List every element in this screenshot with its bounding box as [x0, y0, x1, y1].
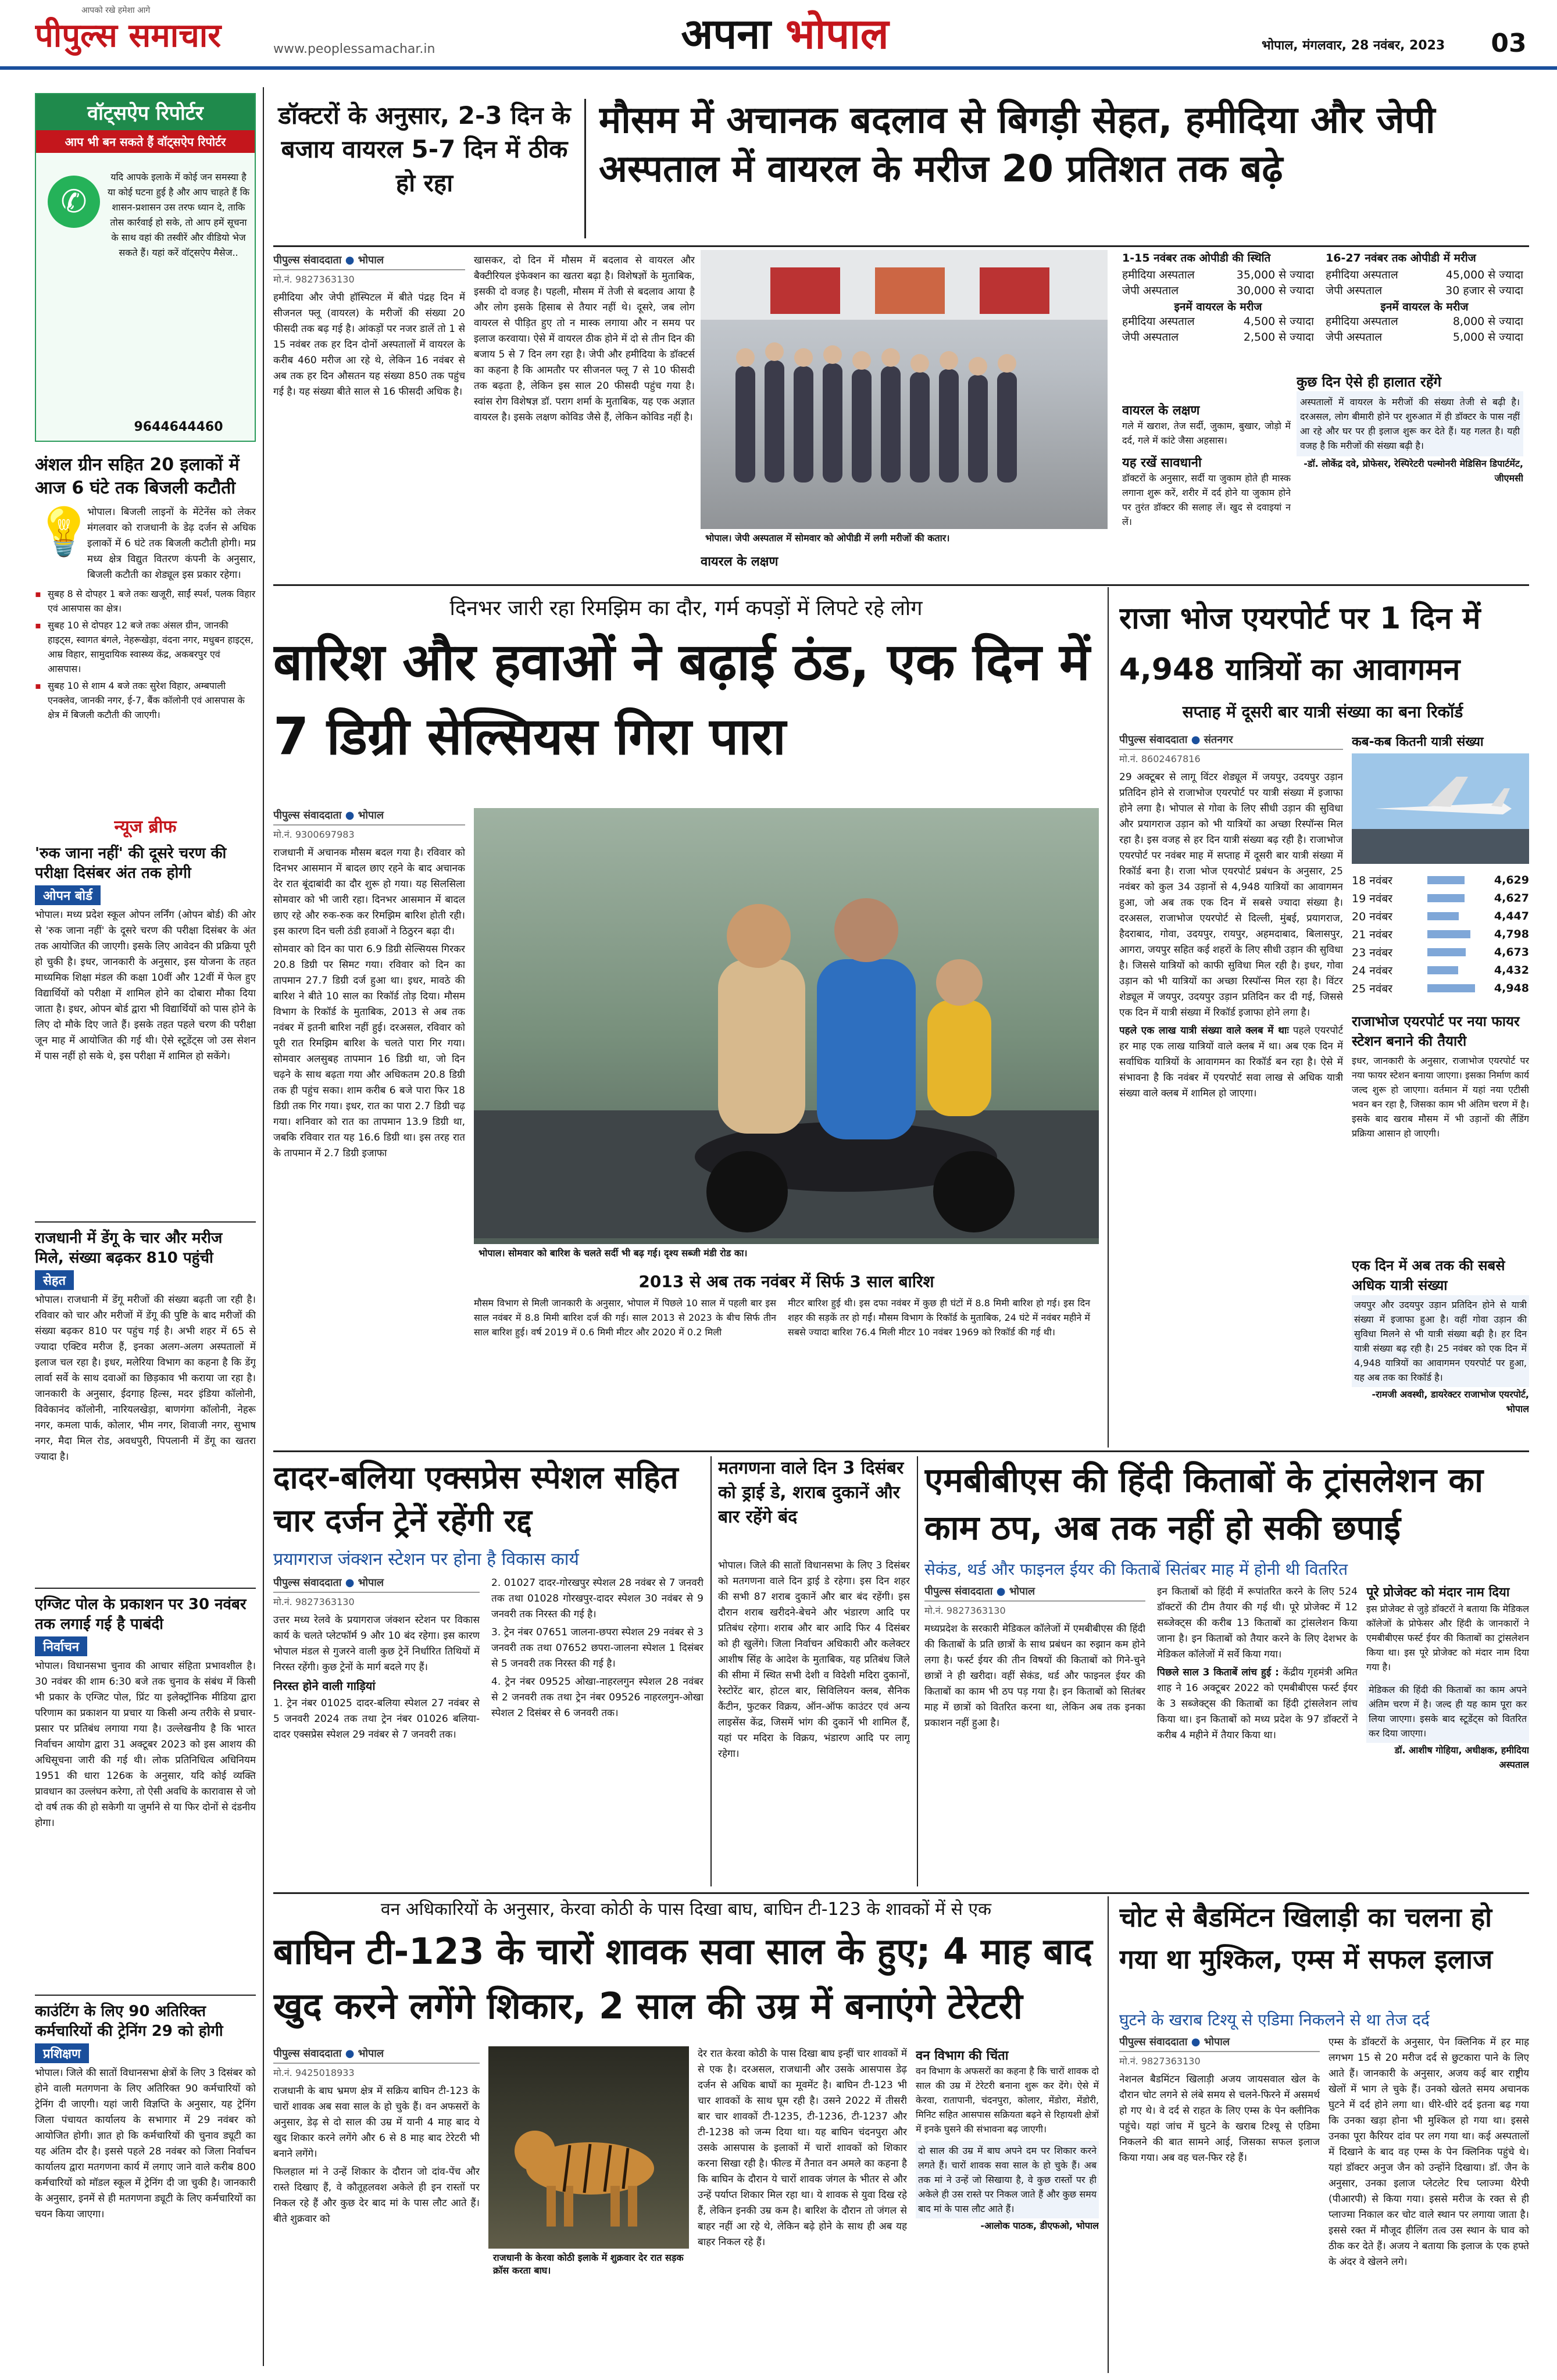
- opd-stats-2: [1326, 250, 1523, 389]
- opd-queue-photo: [701, 250, 1108, 546]
- mbbs-headline: एमबीबीएस की हिंदी किताबों के ट्रांसलेशन का काम ठप, अब तक नहीं हो सकी छपाई: [924, 1460, 1483, 1548]
- chart-category-label: 24 नवंबर: [1352, 964, 1392, 977]
- masthead-logo: [35, 5, 279, 63]
- viral-mobile: मो.नं. 9827363130: [273, 274, 355, 285]
- passenger-chart: [1352, 732, 1529, 1006]
- stat-row: [1122, 314, 1314, 330]
- chart-category-label: 23 नवंबर: [1352, 946, 1392, 959]
- brief-headline: 'रुक जाना नहीं' की दूसरे चरण की परीक्षा दिसंबर अंत तक होगी: [35, 845, 227, 882]
- mbbs-side-text: इस प्रोजेक्ट से जुड़े डॉक्टरों ने बताया कि मेडिकल कॉलेजों के प्रोफेसर और हिंदी के जानकारों ने एमबीबीएस फर्स्ट ईयर की किताबों का ट्रांसलेशन किया था। इस पूरे प्रोजेक्ट को मंदार नाम दिया गया है।: [1366, 1603, 1529, 1673]
- chart-bar: [1427, 894, 1465, 902]
- section-title-a: अपना: [681, 9, 771, 58]
- mbbs-quote: मेडिकल की हिंदी की किताबों का काम अपने अंतिम चरण में है। जल्द ही यह काम पूरा कर लिया जाएगा। इसके बाद स्टूडेंट्स को वितरित कर दिया जाएगा।: [1366, 1680, 1529, 1743]
- chart-bar: [1427, 966, 1458, 974]
- stat-label: हमीदिया अस्पताल: [1122, 315, 1195, 328]
- byline-place: संतनगर: [1204, 734, 1233, 746]
- tiger-photo: [488, 2046, 689, 2279]
- chart-bar: [1427, 948, 1466, 956]
- viral-quote-box: [1297, 372, 1523, 576]
- trains-byline: पीपुल्स संवाददाता ● भोपाल: [273, 1575, 480, 1593]
- tiger-illustration: [488, 2046, 689, 2244]
- cold-text-col-1: [273, 808, 465, 1436]
- chart-category-label: 20 नवंबर: [1352, 910, 1392, 923]
- chart-bar-row: [1352, 889, 1529, 907]
- chart-bar: [1427, 930, 1470, 938]
- cold-headline: बारिश और हवाओं ने बढ़ाई ठंड, एक दिन में 7 डिग्री सेल्सियस गिरा पारा: [273, 632, 1090, 766]
- page-number: 03: [1491, 28, 1527, 58]
- care-text: डॉक्टरों के अनुसार, सर्दी या जुकाम होते ही मास्क लगाना शुरू करें, शरीर में दर्द होने या जुकाम होने पर तुरंत डॉक्टर की सलाह लें। खुद से दवाइयां न लें।: [1122, 473, 1291, 527]
- opd1-title: 1-15 नवंबर तक ओपीडी की स्थिति: [1122, 252, 1271, 265]
- mbbs-byline: पीपुल्स संवाददाता ● भोपाल: [924, 1584, 1145, 1602]
- brief-headline: एग्जिट पोल के प्रकाशन पर 30 नवंबर तक लगाई गई है पाबंदी: [35, 1596, 247, 1633]
- whatsapp-title: वॉट्सऐप रिपोर्टर: [36, 94, 255, 130]
- stat-label: जेपी अस्पताल: [1122, 284, 1179, 297]
- chart-value-label: 4,447: [1494, 909, 1529, 923]
- dateline: भोपाल, मंगलवार, 28 नवंबर, 2023: [1262, 38, 1445, 53]
- stat-label: हमीदिया अस्पताल: [1326, 269, 1398, 281]
- brief-item: [35, 1995, 256, 2367]
- stat-row: [1122, 267, 1314, 283]
- byline-place: भोपाल: [358, 254, 384, 266]
- stat-label: जेपी अस्पताल: [1122, 331, 1179, 344]
- chart-bar-track: [1427, 966, 1477, 974]
- tiger-body-2: फिलहाल मां ने उन्हें शिकार के दौरान जो दांव-पेंच और रास्ते दिखाए हैं, वे कौतूहलवश अकेले ही इन रास्तों पर निकल रहे हैं और कुछ देर बाद मां के पास लौट आते हैं। बीते शुक्रवार को: [273, 2166, 480, 2225]
- chart-category-label: 19 नवंबर: [1352, 892, 1392, 905]
- opd1-sub: इनमें वायरल के मरीज: [1174, 301, 1262, 313]
- mbbs-last: [1157, 1665, 1358, 1743]
- whatsapp-number[interactable]: 9644644460: [134, 420, 223, 434]
- record-title: एक दिन में अब तक की सबसे अधिक यात्री संख्या: [1352, 1257, 1505, 1293]
- stat-value: 4,500 से ज्यादा: [1243, 315, 1314, 328]
- brief-item: [35, 844, 256, 1221]
- brand-name: पीपुल्स समाचार: [35, 17, 222, 55]
- mbbs-side: [1366, 1584, 1529, 1886]
- chart-value-label: 4,627: [1494, 891, 1529, 905]
- chart-value-label: 4,432: [1494, 963, 1529, 977]
- chart-bar-track: [1427, 876, 1477, 884]
- cancel-heading: निरस्त होने वाली गाड़ियां: [273, 1679, 376, 1693]
- rain-history-2: मीटर बारिश हुई थी। इस दफा नवंबर में कुछ ही घंटों में 8.8 मिमी बारिश हो गई। इस दिन शहर की सड़कें तर हो गईं। मौसम विभाग के रिकॉर्ड के मुताबिक, 24 घंटे में नवंबर महीने में सबसे ज्यादा बारिश 76.4 मिली मीटर 10 नवंबर 1969 को रिकॉर्ड की गई थी।: [788, 1298, 1090, 1338]
- trains-col-1: [273, 1575, 480, 1889]
- fire-station-box: [1352, 1012, 1529, 1256]
- tiger-headline: बाघिन टी-123 के चारों शावक सवा साल के हुए; 4 माह बाद खुद करने लगेंगे शिकार, 2 साल की उम्र में बनाएंगे टेरेटरी: [273, 1930, 1092, 2027]
- stat-value: 8,000 से ज्यादा: [1452, 315, 1523, 328]
- byline-name: पीपुल्स संवाददाता: [273, 809, 342, 821]
- news-brief-title: न्यूज ब्रीफ: [114, 817, 177, 837]
- mbbs-col-1: [924, 1584, 1145, 1886]
- stat-row: [1122, 330, 1314, 345]
- mbbs-body-1: मध्यप्रदेश के सरकारी मेडिकल कॉलेजों में एमबीबीएस की हिंदी की किताबों के प्रति छात्रों के साथ प्रबंधन का रुझान कम होने लगा है। फर्स्ट ईयर की तीन विषयों की किताबों को गिने-चुने छात्रों ने ही खरीदा। वहीं सेकंड, थर्ड और फाइनल ईयर की किताबों का काम भी ठप पड़ गया है। इन किताबों को सितंबर माह में छात्रों को वितरित करना था, लेकिन अब तक इनका प्रकाशन नहीं हुआ है।: [924, 1623, 1145, 1729]
- schedule-item: ▪ सुबह 8 से दोपहर 1 बजे तकः खजूरी, साईं स्पर्श, पलक विहार एवं आसपास का क्षेत्र।: [35, 587, 256, 616]
- brief-item: [35, 1588, 256, 1995]
- byline-name: पीपुल्स संवाददाता: [924, 1585, 993, 1598]
- stat-label: हमीदिया अस्पताल: [1326, 315, 1398, 328]
- rain-history-1: मौसम विभाग से मिली जानकारी के अनुसार, भोपाल में पिछले 10 साल में पहली बार इस साल नवंबर में 8.8 मिमी बारिश दर्ज की गई। साल 2013 से 2023 के बीच सिर्फ तीन साल बारिश हुई। वर्ष 2019 में 0.6 मिमी मीटर और 2020 में 0.2 मिली: [474, 1298, 776, 1338]
- stat-label: जेपी अस्पताल: [1326, 284, 1383, 297]
- trains-mobile: मो.नं. 9827363130: [273, 1596, 355, 1607]
- whatsapp-subtitle: आप भी बन सकते हैं वॉट्सऐप रिपोर्टर: [36, 130, 255, 153]
- byline-name: पीपुल्स संवाददाता: [273, 1577, 342, 1589]
- brief-headline: राजधानी में डेंगू के चार और मरीज मिले, संख्या बढ़कर 810 पहुंची: [35, 1230, 223, 1267]
- chart-title: कब-कब कितनी यात्री संख्या: [1352, 735, 1484, 749]
- power-cut-story: [35, 453, 256, 791]
- chart-bar-row: [1352, 907, 1529, 925]
- stat-row: [1122, 283, 1314, 299]
- dry-day-body: भोपाल। जिले की सातों विधानसभा के लिए 3 दिसंबर को मतगणना वाले दिन ड्राई डे रहेगा। इस दिन शहर की सभी 87 शराब दुकानें और बार बंद रहेंगी। इस दौरान शराब खरीदने-बेचने और भंडारण आदि पर प्रतिबंध रहेगा। शराब और बार आदि फिर 4 दिसंबर को ही खुलेंगे। जिला निर्वाचन अधिकारी और कलेक्टर आशीष सिंह के आदेश के मुताबिक, यह प्रतिबंध जिले की सीमा में स्थित सभी देशी व विदेशी मदिरा दुकानों, रेस्टोरेंट बार, होटल बार, सिविलियन क्लब, सैनिक कैंटीन, फुटकर विक्रय, ऑन-ऑफ काउंटर एवं अन्य लाइसेंस केंद्र, जिसमें भांग की दुकानें भी शामिल हैं, यहां पर मदिरा के विक्रय, भंडारण आदि पर लागू रहेगा।: [718, 1560, 910, 1760]
- stat-value: 2,500 से ज्यादा: [1243, 331, 1314, 344]
- tiger-col-3: [698, 2046, 907, 2372]
- mbbs-side-title: पूरे प्रोजेक्ट को मंदार नाम दिया: [1366, 1585, 1510, 1600]
- schedule-item: ▪ सुबह 10 से दोपहर 12 बजे तकः अंसल ग्रीन, जानकी हाइट्स, स्वागत बंगले, नेहरूखेड़ा, वंदना नगर, मधुबन हाइट्स, आम्र विहार, सामुदायिक स्वास्थ्य केंद्र, अकबरपुर एवं आसपास।: [35, 618, 256, 676]
- stat-row: [1326, 283, 1523, 299]
- chart-bar: [1427, 912, 1459, 920]
- byline-name: पीपुल्स संवाददाता: [1119, 734, 1188, 746]
- byline-name: पीपुल्स संवाददाता: [273, 2047, 342, 2060]
- tiger-col-2-lower: [488, 2285, 689, 2372]
- quote-text: अस्पतालों में वायरल के मरीजों की संख्या तेजी से बढ़ी है। दरअसल, लोग बीमारी होने पर शुरुआत में ही डॉक्टर के पास नहीं आ रहे और घर पर ही इलाज शुरू कर देते हैं। यह गलत है। यही वजह है कि मरीजों की संख्या बढ़ी है।: [1297, 391, 1523, 456]
- chart-bar-track: [1427, 930, 1477, 938]
- stat-value: 30,000 से ज्यादा: [1236, 284, 1314, 297]
- brand-tagline: आपको रखे हमेशा आगे: [81, 6, 151, 15]
- concern-title: वन विभाग की चिंता: [916, 2049, 1009, 2063]
- badminton-subhead: घुटने के खराब टिश्यू से एडिमा निकलने से था तेज दर्द: [1119, 2010, 1430, 2029]
- stat-label: हमीदिया अस्पताल: [1122, 269, 1195, 281]
- care-title: यह रखें सावधानी: [1122, 456, 1202, 470]
- queue-illustration: [701, 250, 1108, 523]
- chart-bar: [1427, 876, 1465, 884]
- byline-place: भोपाल: [358, 1577, 384, 1589]
- viral-body-2: खासकर, दो दिन में मौसम में बदलाव से वायरल और बैक्टीरियल इंफेक्शन का खतरा बढ़ा है। विशेषज्ञों के मुताबिक, इसकी दो वजह है। पहली, मौसम में तेजी से बदलाव आया है और लोग इसके हिसाब से तैयार नहीं थे। दूसरे, जब लोग वायरल से पीड़ित हुए तो न मास्क लगाया और न समय पर इलाज करवाया। ऐसे में वायरल ठीक होने में दो से तीन दिन की बजाय 5 से 7 दिन लग रहा है। जेपी और हमीदिया के डॉक्टर्स का कहना है कि आमतौर पर सीजनल फ्लू 7 से 10 फीसदी तक बढ़ता है, लेकिन इस साल 20 फीसदी पहुंच गया है। स्वांस रोग विशेषज्ञ डॉ. पराग शर्मा के मुताबिक, यह एक अज्ञात वायरल है। इसके लक्षण कोविड जैसे हैं, लेकिन कोविड नहीं है।: [474, 255, 695, 423]
- rain-history-title: 2013 से अब तक नवंबर में सिर्फ 3 साल बारिश: [638, 1272, 934, 1291]
- tiger-concern-box: [916, 2046, 1099, 2372]
- viral-byline: पीपुल्स संवाददाता ● भोपाल: [273, 253, 465, 270]
- news-brief: [35, 814, 256, 2372]
- fire-station-text: इधर, जानकारी के अनुसार, राजाभोज एयरपोर्ट पर नया फायर स्टेशन बनाया जाएगा। इसका निर्माण कार्य जल्द शुरू हो जाएगा। वर्तमान में यहां नया एटीसी भवन बन रहा है, जिसका काम भी अंतिम चरण में है। इसके बाद खराब मौसम में भी उड़ानों की लैंडिंग प्रक्रिया आसान हो जाएगी।: [1352, 1055, 1529, 1139]
- chart-bar-track: [1427, 912, 1477, 920]
- chart-bar-track: [1427, 948, 1477, 956]
- airport-mobile: मो.नं. 8602467816: [1119, 753, 1201, 764]
- chart-bars: [1352, 871, 1529, 997]
- tiger-photo-caption: राजधानी के केरवा कोठी इलाके में शुक्रवार देर रात सड़क क्रॉस करता बाघ।: [488, 2249, 689, 2279]
- trains-body: उत्तर मध्य रेलवे के प्रयागराज जंक्शन स्टेशन पर विकास कार्य के चलते प्लेटफॉर्म 9 और 10 बंद रहेगा। इस कारण भोपाल मंडल से गुजरने वाली कुछ ट्रेनें निर्धारित तिथियों में निरस्त रहेंगी। कुछ ट्रेनों के मार्ग बदले गए हैं।: [273, 1614, 480, 1673]
- byline-place: भोपाल: [1204, 2036, 1230, 2048]
- badminton-col-2: [1329, 2035, 1529, 2372]
- power-cut-schedule: [35, 587, 256, 722]
- opd2-title: 16-27 नवंबर तक ओपीडी में मरीज: [1326, 252, 1476, 265]
- stat-row: [1326, 314, 1523, 330]
- dry-day-headline: मतगणना वाले दिन 3 दिसंबर को ड्राई डे, शराब दुकानें और बार रहेंगे बंद: [718, 1458, 904, 1527]
- tiger-body-1: राजधानी के बाघ भ्रमण क्षेत्र में सक्रिय बाघिन टी-123 के चारों शावक अब सवा साल के हो चुके हैं। वन अफसरों के अनुसार, डेढ़ से दो साल की उम्र में यानी 4 माह बाद ये खुद शिकार करने लगेंगे और 6 से 8 माह बाद टेरेटरी भी बनाने लगेंगे।: [273, 2085, 480, 2160]
- airport-byline: पीपुल्स संवाददाता ● संतनगर: [1119, 732, 1343, 750]
- cold-body-2: सोमवार को दिन का पारा 6.9 डिग्री सेल्सियस गिरकर 20.8 डिग्री पर सिमट गया। रविवार को दिन का तापमान 27.7 डिग्री दर्ज हुआ था। इधर, मावठे की बारिश ने बीते 10 साल का रिकॉर्ड तोड़ दिया। मौसम विभाग के रिकॉर्ड के मुताबिक, 2013 से अब तक नवंबर में इतनी बारिश नहीं हुई। दरअसल, रविवार को पूरी रात रिमझिम बारिश के चलते पारा गिर गया। सोमवार अलसुबह तापमान 16 डिग्री था, जो दिन चढ़ने के साथ बढ़ता गया और अधिकतम 20.8 डिग्री तक ही पहुंच सका। शाम करीब 6 बजे पारा फिर 18 डिग्री तक गिर गया। इधर, रात का पारा 2.7 डिग्री चढ़ गया। शनिवार को रात का तापमान 13.9 डिग्री था, जबकि रविवार रात यह 16.6 डिग्री था। इस तरह रात के तापमान में 2.7 डिग्री इजाफा: [273, 944, 465, 1159]
- badminton-mobile: मो.नं. 9827363130: [1119, 2056, 1201, 2067]
- chart-value-label: 4,629: [1494, 873, 1529, 887]
- stat-row: [1326, 330, 1523, 345]
- stat-value: 5,000 से ज्यादा: [1452, 331, 1523, 344]
- byline-name: पीपुल्स संवाददाता: [1119, 2036, 1188, 2048]
- chart-value-label: 4,798: [1494, 927, 1529, 941]
- chart-bar-row: [1352, 979, 1529, 997]
- airport-subhead: सप्ताह में दूसरी बार यात्री संख्या का बना रिकॉर्ड: [1182, 702, 1463, 721]
- byline-place: भोपाल: [1009, 1585, 1035, 1598]
- cold-mobile: मो.नं. 9300697983: [273, 829, 355, 840]
- cold-body-1: राजधानी में अचानक मौसम बदल गया है। रविवार को दिनभर आसमान में बादल छाए रहने के बाद अचानक देर रात बूंदाबांदी का दौर शुरू हो गया। यह सिलसिला सोमवार को भी जारी रहा। दिनभर आसमान में बादल छाए रहे और रुक-रुक कर रिमझिम बारिश होती रही। इस कारण दिन चली ठंडी हवाओं ने ठिठुरन बढ़ा दी।: [273, 847, 465, 937]
- brief-body: भोपाल। विधानसभा चुनाव की आचार संहिता प्रभावशील है। 30 नवंबर की शाम 6:30 बजे तक चुनाव के संबंध में किसी भी प्रकार के एग्जिट पोल, प्रिंट या इलेक्ट्रॉनिक मीडिया द्वारा परिणाम का प्रकाशन या प्रचार या किसी अन्य तरीके से प्रचार-प्रसार पर प्रतिबंध लगाया गया है। उल्लेखनीय है कि भारत निर्वाचन आयोग द्वारा 31 अक्टूबर 2023 को इस आशय की अधिसूचना जारी की गई थी। लोक प्रतिनिधित्व अधिनियम 1951 की धारा 126क के अनुसार, यदि कोई व्यक्ति प्रावधान का उल्लंघन करेगा, तो ऐसी अवधि के कारावास से जो दो वर्ष तक की हो सकेगी या जुर्माने से या फिर दोनों से दंडनीय होगा।: [35, 1660, 256, 1829]
- rain-photo: [474, 808, 1099, 1262]
- chart-bar-row: [1352, 925, 1529, 943]
- brief-tag: सेहत: [35, 1270, 74, 1290]
- brief-tag: ओपन बोर्ड: [35, 885, 101, 905]
- fire-station-title: राजाभोज एयरपोर्ट पर नया फायर स्टेशन बनाने की तैयारी: [1352, 1013, 1520, 1049]
- chart-category-label: 25 नवंबर: [1352, 982, 1392, 995]
- brief-body: भोपाल। राजधानी में डेंगू मरीजों की संख्या बढ़ती जा रही है। रविवार को चार और मरीजों में डेंगू की पुष्टि के बाद मरीजों की संख्या बढ़कर 810 पर पहुंच गई है। अभी शहर में 65 से ज्यादा एक्टिव मरीज हैं, इनका अलग-अलग अस्पतालों में इलाज चल रहा है। इधर, मलेरिया विभाग का कहना है कि डेंगू लार्वा सर्वे के साथ दवाओं का छिड़काव भी कराया जा रहा है। जानकारी के अनुसार, ईदगाह हिल्स, मदर इंडिया कॉलोनी, विवेकानंद कॉलोनी, नारियलखेड़ा, बाणगंगा कॉलोनी, नेहरू नगर, कमला पार्क, कोलार, भीम नगर, शिवाजी नगर, सुभाष नगर, मैदा मिल रोड, अवधपुरी, पिपलानी में डेंगू का खतरा ज्यादा है।: [35, 1294, 256, 1463]
- cold-kicker: दिनभर जारी रहा रिमझिम का दौर, गर्म कपड़ों में लिपटे रहे लोग: [449, 596, 923, 620]
- brief-headline: काउंटिंग के लिए 90 अतिरिक्त कर्मचारियों की ट्रेनिंग 29 को होगी: [35, 2003, 223, 2040]
- mbbs-mobile: मो.नं. 9827363130: [924, 1605, 1006, 1616]
- symptoms-title: वायरल के लक्षण: [701, 555, 779, 569]
- symptoms-text: गले में खराश, तेज सर्दी, जुकाम, बुखार, जोड़ो में दर्द, गले में कांटे जैसा अहसास।: [1122, 420, 1291, 446]
- symptoms-heading: वायरल के लक्षण: [1122, 403, 1200, 418]
- tiger-quote-by: -आलोक पाठक, डीएफओ, भोपाल: [980, 2220, 1099, 2231]
- trains-headline: दादर-बलिया एक्सप्रेस स्पेशल सहित चार दर्जन ट्रेनें रहेंगी रद्द: [273, 1459, 678, 1539]
- trains-item: 1. ट्रेन नंबर 01025 दादर-बलिया स्पेशल 27 नवंबर से 5 जनवरी 2024 तक तथा ट्रेन नंबर 01026 बलिया-दादर एक्सप्रेस स्पेशल 29 नवंबर से 7 जनवरी तक।: [273, 1698, 480, 1741]
- opd-photo-caption: भोपाल। जेपी अस्पताल में सोमवार को ओपीडी में लगी मरीजों की कतार।: [701, 529, 1108, 546]
- chart-bar-track: [1427, 984, 1477, 992]
- chart-bar-track: [1427, 894, 1477, 902]
- quote-attribution: -डॉ. लोकेंद्र दवे, प्रोफेसर, रेस्पिरेटरी पल्मोनरी मेडिसिन डिपार्टमेंट, जीएमसी: [1304, 458, 1523, 484]
- cold-byline: पीपुल्स संवाददाता ● भोपाल: [273, 808, 465, 826]
- tiger-body-3: देर रात केरवा कोठी के पास दिखा बाघ इन्हीं चार शावकों में से एक है। दरअसल, राजधानी और उसके आसपास डेढ़ दर्जन से अधिक बाघों का मूवमेंट है। बाघिन टी-123 भी चार शावकों के साथ घूम रही है। उसने 2022 में तीसरी बार चार शावकों टी-1235, टी-1236, टी-1237 और टी-1238 को जन्म दिया था। यह बाघिन चंदनपुरा और उसके आसपास के इलाकों में चारों शावकों को शिकार करना सिखा रही है। फील्ड में तैनात वन अमले का कहना है कि बाघिन के दौरान ये चारों शावक जंगल के भीतर से और उन्हें पर्याप्त शिकार मिल रहा था। ये शावक से युवा दिख रहे हैं, लेकिन इनकी उम्र कम है। बारिश के दौरान तो जंगल से बाहर नहीं आ रहे थे, लेकिन बढ़े होने के साथ ही अब यह बाहर निकल रहे हैं।: [698, 2048, 907, 2248]
- airport-club: [1119, 1023, 1343, 1102]
- mbbs-last-text: केंद्रीय गृहमंत्री अमित शाह ने 16 अक्टूबर 2022 को एमबीबीएस फर्स्ट ईयर के 3 सब्जेक्ट्स की किताबों का हिंदी ट्रांसलेशन लांच किया था। इन किताबों को मध्य प्रदेश के 97 डॉक्टरों ने करीब 4 महीने में तैयार किया था।: [1157, 1667, 1358, 1741]
- byline-name: पीपुल्स संवाददाता: [273, 254, 342, 266]
- section-title: [663, 6, 907, 64]
- tiger-quote: दो साल की उम्र में बाघ अपने दम पर शिकार करने लगते हैं। चारों शावक सवा साल के हो चुके हैं। अब तक मां ने उन्हें जो सिखाया है, वे कुछ रास्तों पर ही अकेले ही उस रास्ते पर निकल जाते हैं और कुछ समय बाद मां के पास लौट आते हैं।: [916, 2141, 1099, 2218]
- viral-symptoms-box: [1122, 401, 1291, 570]
- badminton-headline: चोट से बैडमिंटन खिलाड़ी का चलना हो गया था मुश्किल, एम्स में सफल इलाज: [1119, 1902, 1493, 1975]
- whatsapp-body: यदि आपके इलाके में कोई जन समस्या है या कोई घटना हुई है और आप चाहते हैं कि शासन-प्रशासन उस तरफ ध्यान दे, ताकि तोस कार्रवाई हो सके, तो आप हमें सूचना के साथ वहां की तस्वीरें और वीडियो भेज सकते हैं। यहां करें वॉट्सऐप मैसेज..: [107, 171, 250, 258]
- opd-stats-1: [1122, 250, 1314, 389]
- trains-item: 2. 01027 दादर-गोरखपुर स्पेशल 28 नवंबर से 7 जनवरी तक तथा 01028 गोरखपुर-दादर स्पेशल 30 नवंबर से 9 जनवरी तक निरस्त की गई है।: [491, 1577, 703, 1620]
- badminton-byline: पीपुल्स संवाददाता ● भोपाल: [1119, 2035, 1320, 2052]
- badminton-body-1: नेशनल बैडमिंटन खिलाड़ी अजय जायसवाल खेल के दौरान चोट लगने से लंबे समय से चलने-फिरने में असमर्थ हो गए थे। वे दर्द से राहत के लिए एम्स के पेन क्लीनिक पहुंचे। यहां जांच में घुटने के खराब टिश्यू से एडिमा निकलने की बात सामने आई, जिसका सफल इलाज किया गया। अब वह चल-फिर रहे हैं।: [1119, 2074, 1320, 2164]
- whatsapp-box: [35, 93, 256, 442]
- brief-body: भोपाल। मध्य प्रदेश स्कूल ओपन लर्निंग (ओपन बोर्ड) की ओर से 'रुक जाना नहीं' के दूसरे चरण की परीक्षा दिसंबर के अंत तक आयोजित की जाएगी। इसके लिए आवेदन की प्रक्रिया पूरी हो चुकी है। इधर, जानकारी के अनुसार, इस योजना के तहत माध्यमिक शिक्षा मंडल की कक्षा 10वीं और 12वीं में फेल हुए विद्यार्थियों को परीक्षा में शामिल होने का दोबारा मौका दिया जाता है। इधर, ओपन बोर्ड द्वारा भी विद्यार्थियों को पास होने के लिए दो मौके दिए जाते हैं। इसके तहत पहले चरण की परीक्षा जून माह में आयोजित की गई थी। ऐसे स्टूडेंट्स जो उस सेशन में पास नहीं हो सके थे, इस परीक्षा में शामिल हो सकेंगे।: [35, 909, 256, 1062]
- trains-item: 4. ट्रेन नंबर 09525 ओखा-नाहरलगुन स्पेशल 28 नवंबर से 2 जनवरी तक तथा ट्रेन नंबर 09526 नाहरलगुन-ओखा स्पेशल 2 दिसंबर से 6 जनवरी तक।: [491, 1676, 703, 1719]
- brief-body: भोपाल। जिले की सातों विधानसभा क्षेत्रों के लिए 3 दिसंबर को होने वाली मतगणना के लिए अतिरिक्त 90 कर्मचारियों को ट्रेनिंग दी जाएगी। यहां जारी विज्ञप्ति के अनुसार, यह ट्रेनिंग जिला पंचायत कार्यालय के सभागार में 29 नवंबर को आयोजित होगी। ज्ञात हो कि कर्मचारियों की चुनाव ड्यूटी का यह अंतिम दौर है। इससे पहले 28 नवंबर को जिला निर्वाचन कार्यालय द्वारा मतगणना कार्य में लगाए जाने वाले करीब 800 कर्मचारियों को मॉडल स्कूल में ट्रेनिंग दी जा चुकी है। जानकारी के अनुसार, इनमें से ही मतगणना ड्यूटी के लिए कर्मचारियों का चयन किया जाएगा।: [35, 2067, 256, 2220]
- masthead: [0, 0, 1557, 70]
- section-title-b: भोपाल: [785, 9, 889, 58]
- badminton-body-2: एम्स के डॉक्टरों के अनुसार, पेन क्लिनिक में हर माह लगभग 15 से 20 मरीज दर्द से छुटकारा पाने के लिए आते हैं। जानकारी के अनुसार, अजय कई बार राष्ट्रीय खेलों में भाग ले चुके हैं। उनको खेलते समय अचानक घुटने में दर्द होने लगा था। धीरे-धीरे दर्द इतना बढ़ गया कि उनका खड़ा होना भी मुश्किल हो गया था। इससे उनका पूरा कैरियर दांव पर लग गया था। कई अस्पतालों में दिखाने के बाद वह एम्स के पेन क्लिनिक पहुंचे थे। यहां डॉक्टर अनुज जैन को उन्होंने दिखाया। डॉ. जैन के अनुसार, उनका इलाज प्लेटलेट रिच प्लाज्मा थैरेपी (पीआरपी) से किया गया। इससे मरीज के रक्त से ही प्लाज्मा निकाल कर चोट वाले स्थान पर लगाया जाता है। इससे रक्त में मौजूद हीलिंग तत्व उस स्थान के घाव को ठीक कर देते हैं। अजय ने बताया कि इलाज के एक हफ्ते के अंदर वे खेलने लगे।: [1329, 2036, 1529, 2268]
- whatsapp-icon: ✆: [48, 176, 100, 228]
- byline-place: भोपाल: [358, 2047, 384, 2060]
- chart-bar-row: [1352, 943, 1529, 961]
- stat-value: 35,000 से ज्यादा: [1236, 269, 1314, 281]
- quote-title: कुछ दिन ऐसे ही हालात रहेंगे: [1297, 374, 1441, 390]
- trains-item: 3. ट्रेन नंबर 07651 जालना-छपरा स्पेशल 29 नवंबर से 3 जनवरी तक तथा 07652 छपरा-जालना स्पेशल 1 दिसंबर से 5 जनवरी तक निरस्त की गई है।: [491, 1627, 703, 1670]
- trains-col-2: [491, 1575, 703, 1889]
- chart-value-label: 4,948: [1494, 981, 1529, 995]
- site-url[interactable]: www.peoplessamachar.in: [273, 42, 435, 56]
- record-attribution: -रामजी अवस्थी, डायरेक्टर राजाभोज एयरपोर्ट, भोपाल: [1372, 1389, 1529, 1414]
- chart-bar-row: [1352, 871, 1529, 889]
- power-cut-title: अंशल ग्रीन सहित 20 इलाकों में आज 6 घंटे तक बिजली कटौती: [35, 455, 240, 498]
- trains-subhead: प्रयागराज जंक्शन स्टेशन पर होना है विकास कार्य: [273, 1549, 579, 1570]
- airport-body: 29 अक्टूबर से लागू विंटर शेड्यूल में जयपुर, उदयपुर उड़ान प्रतिदिन होने से राजाभोज एयरपोर्ट पर यात्री संख्या में इजाफा होने लगा है। भोपाल से गोवा के लिए सीधी उड़ान की सुविधा और प्रयागराज उड़ान को भी यात्रियों का अच्छा रिस्पॉन्स मिल रहा है। इस वजह से हर दिन यात्री संख्या बढ़ रही है। राजाभोज एयरपोर्ट पर नवंबर माह में सप्ताह में दूसरी बार यात्री संख्या में रिकॉर्ड बना है। राजा भोज एयरपोर्ट प्रबंधन के अनुसार, 25 नवंबर को कुल 34 उड़ानों से 4,948 यात्रियों का आवागमन हुआ, जो अब तक एक दिन में सबसे ज्यादा संख्या है। दरअसल, राजाभोज एयरपोर्ट से दिल्ली, मुंबई, प्रयागराज, हैदराबाद, गोवा, उदयपुर, रायपुर, अहमदाबाद, बिलासपुर, आगरा, जयपुर सहित कई शहरों के लिए सीधी उड़ान की सुविधा है। जिससे यात्रियों को काफी सुविधा मिल रही है। इधर, गोवा उड़ान को भी यात्रियों का अच्छा रिस्पॉन्स मिल रहा है। विंटर शेड्यूल में जयपुर, उदयपुर उड़ान प्रतिदिन कर दी गई, जिससे एक दिन में यात्री संख्या में रिकॉर्ड इजाफा होने लगा है।: [1119, 771, 1343, 1019]
- mbbs-body-2: इन किताबों को हिंदी में रूपांतरित करने के लिए 524 डॉक्टरों की टीम तैयार की गई थी। पूरे प्रोजेक्ट में 12 सब्जेक्ट्स की करीब 13 किताबों का ट्रांसलेशन किया जाना है। इन किताबों को तैयार करने के लिए देशभर के मेडिकल कॉलेजों में सर्वे किया गया।: [1157, 1586, 1358, 1660]
- chart-category-label: 21 नवंबर: [1352, 928, 1392, 941]
- bulb-icon: 💡: [35, 505, 93, 559]
- stat-value: 30 हजार से ज्यादा: [1445, 284, 1523, 297]
- mbbs-quote-by: डॉ. आशीष गोहिया, अधीक्षक, हमीदिया अस्पताल: [1394, 1745, 1529, 1770]
- airport-headline: राजा भोज एयरपोर्ट पर 1 दिन में 4,948 यात्रियों का आवागमन: [1119, 601, 1481, 687]
- tiger-col-1: [273, 2046, 480, 2372]
- rain-photo-caption: भोपाल। सोमवार को बारिश के चलते सर्दी भी बढ़ गई। दृश्य सब्जी मंडी रोड का।: [474, 1244, 1099, 1262]
- dry-day-text: [718, 1558, 910, 1889]
- concern-text: वन विभाग के अफसरों का कहना है कि चारों शावक दो साल की उम्र में टेरेटरी बनाना शुरू कर देंगे। ऐसे में केरवा, रातापानी, चंदनपुरा, कोलार, मेंडोरा, मेंडोरी, मिनिट सहित आसपास सक्रियता बढ़ने से रिहायशी क्षेत्रों में इनके घुसने की संभावना बढ़ जाएगी।: [916, 2065, 1099, 2135]
- record-text: जयपुर और उदयपुर उड़ान प्रतिदिन होने से यात्री संख्या में इजाफा हुआ है। वहीं गोवा उड़ान की सुविधा मिलने से भी यात्री संख्या बढ़ी है। हर दिन यात्री संख्या बढ़ रही है। 25 नवंबर को एक दिन में 4,948 यात्रियों का आवागमन एयरपोर्ट पर हुआ, यह अब तक का रिकॉर्ड है।: [1352, 1295, 1529, 1387]
- club-text: पहले एयरपोर्ट हर माह एक लाख यात्रियों वाले क्लब में था। अब एक दिन में सर्वाधिक यात्रियों के आवागमन का रिकॉर्ड बन रहा है। ऐसे में संभावना है कि नवंबर में एयरपोर्ट सवा लाख से अधिक यात्री संख्या वाले क्लब में शामिल हो जाएगा।: [1119, 1025, 1343, 1099]
- viral-kicker: डॉक्टरों के अनुसार, 2-3 दिन के बजाय वायरल 5-7 दिन में ठीक हो रहा: [278, 101, 571, 197]
- tiger-kicker: वन अधिकारियों के अनुसार, केरवा कोठी के पास दिखा बाघ, बाघिन टी-123 के शावकों में से एक: [380, 1899, 992, 1920]
- chart-bar: [1427, 984, 1475, 992]
- chart-bar-row: [1352, 961, 1529, 979]
- stat-value: 45,000 से ज्यादा: [1445, 269, 1523, 281]
- brief-tag: प्रशिक्षण: [35, 2043, 89, 2063]
- record-box: [1352, 1256, 1529, 1448]
- mbbs-col-2: [1157, 1584, 1358, 1886]
- tiger-byline: पीपुल्स संवाददाता ● भोपाल: [273, 2046, 480, 2064]
- airplane-photo: [1352, 753, 1529, 864]
- mbbs-last-head: पिछले साल 3 किताबें लांच हुई :: [1157, 1667, 1279, 1678]
- badminton-col-1: [1119, 2035, 1320, 2372]
- chart-category-label: 18 नवंबर: [1352, 874, 1392, 887]
- byline-place: भोपाल: [358, 809, 384, 821]
- tiger-mobile: मो.नं. 9425018933: [273, 2067, 355, 2078]
- mbbs-subhead: सेकंड, थर्ड और फाइनल ईयर की किताबें सितंबर माह में होनी थी वितरित: [924, 1560, 1348, 1579]
- rain-illustration: [474, 808, 1099, 1238]
- club-head: पहले एक लाख यात्री संख्या वाले क्लब में थाः: [1119, 1025, 1289, 1037]
- viral-headline: मौसम में अचानक बदलाव से बिगड़ी सेहत, हमीदिया और जेपी अस्पताल में वायरल के मरीज 20 प्रतिशत तक बढ़े: [599, 99, 1435, 191]
- rain-history-box: [474, 1270, 1099, 1439]
- brief-tag: निर्वाचन: [35, 1636, 87, 1656]
- stat-row: [1326, 267, 1523, 283]
- brief-item: [35, 1221, 256, 1588]
- airport-text: [1119, 732, 1343, 1448]
- stat-label: जेपी अस्पताल: [1326, 331, 1383, 344]
- viral-body-1: हमीदिया और जेपी हॉस्पिटल में बीते पंद्रह दिन में सीजनल फ्लू (वायरल) के मरीजों की संख्या 20 फीसदी तक बढ़ गई है। आंकड़ों पर नजर डालें तो 1 से 15 नवंबर तक हर दिन दोनों अस्पतालों में वायरल के करीब 460 मरीज आ रहे थे, लेकिन 16 नवंबर से अब तक हर दिन औसतन यह संख्या 850 तक पहुंच गई है। यह संख्या बीते साल से 16 फीसदी अधिक है।: [273, 292, 465, 398]
- power-cut-body: भोपाल। बिजली लाइनों के मेंटेनेंस को लेकर मंगलवार को राजधानी के डेढ़ दर्जन से अधिक इलाकों में 6 घंटे तक बिजली कटौती होगी। मप्र मध्य क्षेत्र विद्युत वितरण कंपनी के अनुसार, बिजली कटौती का शेड्यूल इस प्रकार रहेगा।: [87, 506, 256, 581]
- schedule-item: ▪ सुबह 10 से शाम 4 बजे तकः सुरेश विहार, अम्बपाली एनक्लेव, जानकी नगर, ई-7, बैंक कॉलोनी एवं आसपास के क्षेत्र में बिजली कटौती की जाएगी।: [35, 678, 256, 722]
- opd2-sub: इनमें वायरल के मरीज: [1380, 301, 1469, 313]
- chart-value-label: 4,673: [1494, 945, 1529, 959]
